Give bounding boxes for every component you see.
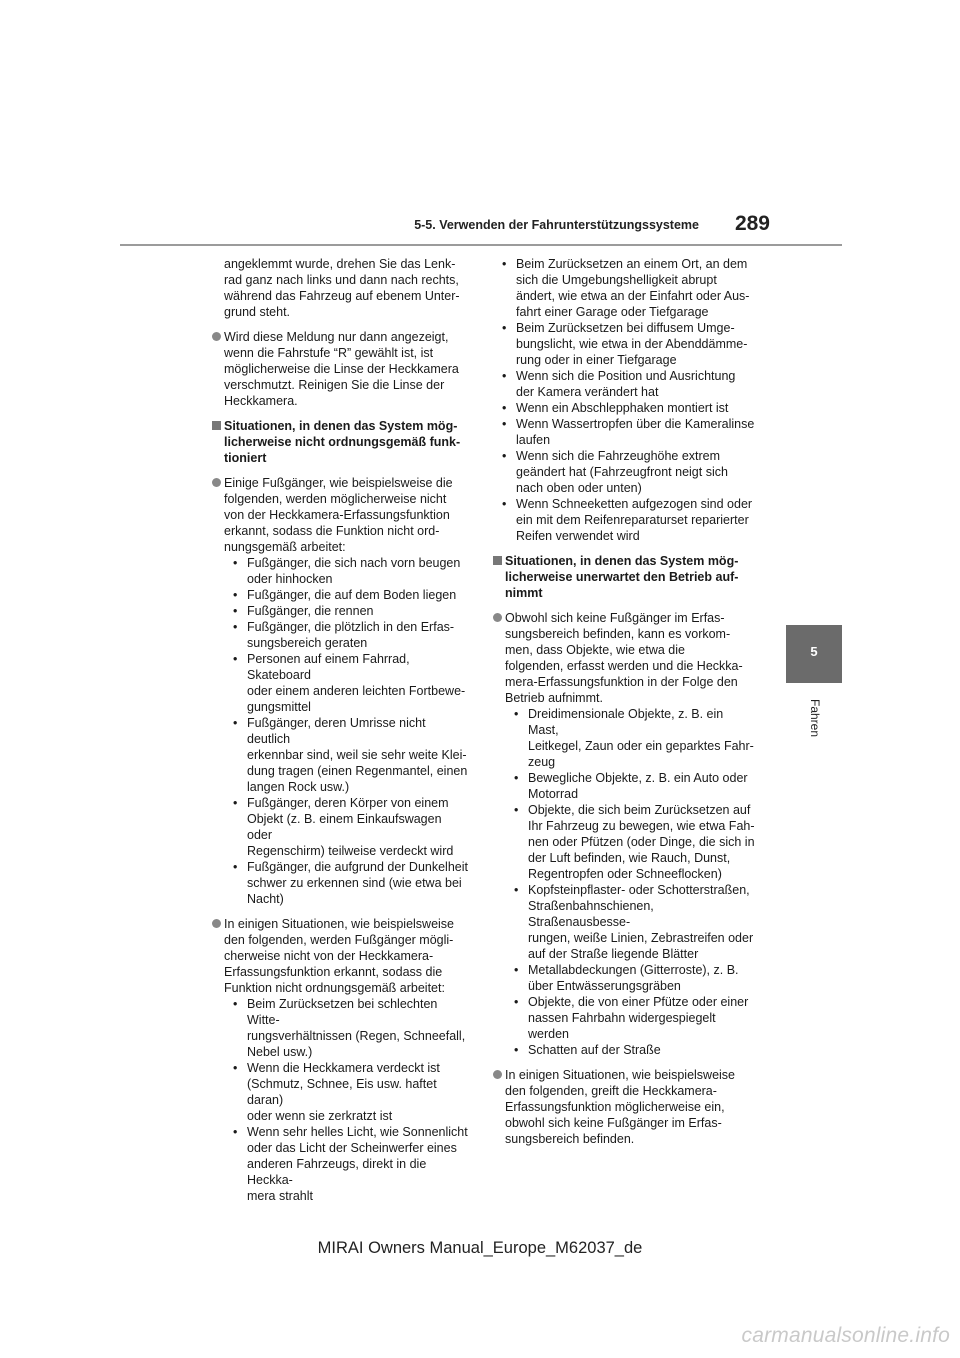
list-item: • Wenn sich die Fahrzeughöhe extrem geändert hat (Fahrzeugfront neigt sich nach oben oder unten) (502, 449, 728, 495)
list-item: • Metallabdeckungen (Gitterroste), z. B. über Entwässerungsgräben (514, 963, 739, 993)
bullet-circle-icon (212, 919, 221, 928)
list-item-text: Dreidimensionale Objekte, z. B. ein Mast, Leitkegel, Zaun oder ein geparktes Fahr- zeug (528, 707, 754, 769)
list-item-text: Personen auf einem Fahrrad, Skateboard oder einem anderen leichten Fortbewe- gungsmittel (247, 652, 466, 714)
bullet-item (212, 916, 470, 1204)
footer-doc-id: MIRAI Owners Manual_Europe_M62037_de (317, 1239, 643, 1257)
left-column (212, 256, 470, 1213)
right-column (493, 256, 756, 1156)
list-item-text: Fußgänger, deren Umrisse nicht deutlich erkennbar sind, weil sie sehr weite Klei- dung tragen (einen Regenmantel, einen langen Rock usw.) (247, 716, 468, 794)
list-item-text: Beim Zurücksetzen bei schlechten Witte- rungsverhältnissen (Regen, Schneefall, Nebel usw.) (247, 997, 466, 1059)
bullet-circle-icon (212, 332, 221, 341)
list-item: • Fußgänger, die rennen (233, 604, 374, 618)
list-item: • Fußgänger, deren Umrisse nicht deutlich erkennbar sind, weil sie sehr weite Klei- dung tragen (einen Regenmantel, einen langen Rock usw.) (233, 716, 468, 794)
list-item: • Wenn die Heckkamera verdeckt ist (Schmutz, Schnee, Eis usw. haftet daran) oder wenn sie zerkratzt ist (233, 1061, 440, 1123)
square-marker-icon (212, 421, 221, 430)
list-item: • Beim Zurücksetzen bei schlechten Witte- rungsverhältnissen (Regen, Schneefall, Nebel usw.) (233, 997, 466, 1059)
chapter-number: 5 (810, 644, 818, 659)
list-item: • Wenn ein Abschlepphaken montiert ist (502, 401, 729, 415)
bullet-circle-icon (493, 613, 502, 622)
dot-list (505, 706, 756, 1058)
chapter-label: Fahren (808, 698, 822, 738)
list-item: • Wenn sehr helles Licht, wie Sonnenlicht oder das Licht der Scheinwerfer eines anderen Fahrzeugs, direkt in die Heckka- mera strahlt (233, 1125, 468, 1203)
list-item-text: Fußgänger, die aufgrund der Dunkelheit schwer zu erkennen sind (wie etwa bei Nacht) (247, 860, 468, 906)
list-item-text: Objekte, die sich beim Zurücksetzen auf Ihr Fahrzeug zu bewegen, wie etwa Fah- nen oder Pfützen (oder Dinge, die sich in der Luft befinden, wie Rauch, Dunst, Regentropfen oder Schneeflocken) (528, 803, 755, 881)
square-marker-icon (493, 556, 502, 565)
list-item: • Wenn Wassertropfen über die Kameralinse laufen (502, 417, 755, 447)
list-item-text: Wenn sich die Fahrzeughöhe extrem geändert hat (Fahrzeugfront neigt sich nach oben oder unten) (516, 449, 728, 495)
watermark (0, 1324, 960, 1348)
bullet-item (212, 475, 470, 907)
list-item: • Fußgänger, die aufgrund der Dunkelheit schwer zu erkennen sind (wie etwa bei Nacht) (233, 860, 468, 906)
list-item-text: Fußgänger, die auf dem Boden liegen (247, 588, 457, 602)
paragraph-text: angeklemmt wurde, drehen Sie das Lenk- rad ganz nach links und dann nach rechts, während das Fahrzeug auf ebenem Unter- grund steht. (224, 257, 460, 319)
list-item-text: Metallabdeckungen (Gitterroste), z. B. über Entwässerungsgräben (528, 963, 739, 993)
list-item-text: Wenn die Heckkamera verdeckt ist (Schmutz, Schnee, Eis usw. haftet daran) oder wenn sie zerkratzt ist (247, 1061, 440, 1123)
list-item: • Bewegliche Objekte, z. B. ein Auto oder Motorrad (514, 771, 748, 801)
list-item-text: Beim Zurücksetzen an einem Ort, an dem sich die Umgebungshelligkeit abrupt ändert, wie etwa an der Einfahrt oder Aus- fahrt einer Garage oder Tiefgarage (516, 257, 750, 319)
list-item-text: Fußgänger, die plötzlich in den Erfas- sungsbereich geraten (247, 620, 455, 650)
bullet-text: In einigen Situationen, wie beispielsweise den folgenden, greift die Heckkamera- Erfassungsfunktion möglicherweise ein, obwohl sich keine Fußgänger im Erfas- sungsbereich befinden. (505, 1068, 736, 1146)
subheading-text: Situationen, in denen das System mög- licherweise nicht ordnungsgemäß funk- tioniert (224, 419, 461, 465)
subheading (212, 418, 470, 466)
list-item-text: Wenn sehr helles Licht, wie Sonnenlicht oder das Licht der Scheinwerfer eines anderen Fahrzeugs, direkt in die Heckka- mera strahlt (247, 1125, 468, 1203)
list-item: • Personen auf einem Fahrrad, Skateboard oder einem anderen leichten Fortbewe- gungsmittel (233, 652, 466, 714)
bullet-circle-icon (493, 1070, 502, 1079)
subheading (493, 553, 756, 601)
list-item: • Beim Zurücksetzen bei diffusem Umge- bungslicht, wie etwa in der Abenddämme- rung oder in einer Tiefgarage (502, 321, 748, 367)
list-item-text: Wenn Schneeketten aufgezogen sind oder ein mit dem Reifenreparaturset reparierter Reifen verwendet wird (516, 497, 753, 543)
watermark-text: carmanualsonline.info (741, 1324, 950, 1347)
list-item-text: Bewegliche Objekte, z. B. ein Auto oder Motorrad (528, 771, 748, 801)
list-item-text: Kopfsteinpflaster- oder Schotterstraßen, Straßenbahnschienen, Straßenausbesse- rungen, weiße Linien, Zebrastreifen oder auf der Straße liegende Blätter (528, 883, 754, 961)
list-item: • Kopfsteinpflaster- oder Schotterstraßen, Straßenbahnschienen, Straßenausbesse- rungen, weiße Linien, Zebrastreifen oder auf der Straße liegende Blätter (514, 883, 754, 961)
list-item-text: Fußgänger, die sich nach vorn beugen oder hinhocken (247, 556, 461, 586)
list-item-text: Beim Zurücksetzen bei diffusem Umge- bungslicht, wie etwa in der Abenddämme- rung oder in einer Tiefgarage (516, 321, 748, 367)
dot-list (224, 555, 470, 907)
paragraph (212, 256, 470, 320)
list-item: • Fußgänger, die sich nach vorn beugen oder hinhocken (233, 556, 461, 586)
bullet-text: Wird diese Meldung nur dann angezeigt, wenn die Fahrstufe “R” gewählt ist, ist möglicherweise die Linse der Heckkamera verschmutzt. Reinigen Sie die Linse der Heckkamera. (224, 330, 459, 408)
page-number: 289 (734, 212, 770, 235)
list-item: • Dreidimensionale Objekte, z. B. ein Mast, Leitkegel, Zaun oder ein geparktes Fahr- zeug (514, 707, 754, 769)
dot-list (493, 256, 756, 544)
list-item: • Schatten auf der Straße (514, 1043, 661, 1057)
bullet-text: Einige Fußgänger, wie beispielsweise die folgenden, werden möglicherweise nicht von der Heckkamera-Erfassungsfunktion erkannt, sodass die Funktion nicht ord- nungsgemäß arbeitet: (224, 476, 453, 554)
bullet-text: In einigen Situationen, wie beispielsweise den folgenden, werden Fußgänger mögli- cherweise nicht von der Heckkamera- Erfassungsfunktion erkannt, sodass die Funktion nicht ordnungsgemäß arbeitet: (224, 917, 455, 995)
list-item: • Wenn sich die Position und Ausrichtung der Kamera verändert hat (502, 369, 736, 399)
list-item: • Fußgänger, deren Körper von einem Objekt (z. B. einem Einkaufswagen oder Regenschirm) teilweise verdeckt wird (233, 796, 454, 858)
section-title: 5-5. Verwenden der Fahrunterstützungssysteme (414, 218, 699, 232)
list-item: • Fußgänger, die plötzlich in den Erfas- sungsbereich geraten (233, 620, 455, 650)
list-item-text: Fußgänger, die rennen (247, 604, 374, 618)
subheading-text: Situationen, in denen das System mög- licherweise unerwartet den Betrieb auf- nimmt (505, 554, 739, 600)
header-divider (120, 244, 842, 246)
bullet-item (493, 1067, 756, 1147)
list-item-text: Schatten auf der Straße (528, 1043, 661, 1057)
list-item: • Beim Zurücksetzen an einem Ort, an dem sich die Umgebungshelligkeit abrupt ändert, wie etwa an der Einfahrt oder Aus- fahrt einer Garage oder Tiefgarage (502, 257, 750, 319)
bullet-item (212, 329, 470, 409)
list-item: • Objekte, die sich beim Zurücksetzen auf Ihr Fahrzeug zu bewegen, wie etwa Fah- nen oder Pfützen (oder Dinge, die sich in der Luft befinden, wie Rauch, Dunst, Regentropfen oder Schneeflocken) (514, 803, 755, 881)
bullet-circle-icon (212, 478, 221, 487)
dot-list (224, 996, 470, 1204)
bullet-text: Obwohl sich keine Fußgänger im Erfas- sungsbereich befinden, kann es vorkom- men, dass Objekte, wie etwa die folgenden, erfasst werden und die Heckka- mera-Erfassungsfunktion in der Folge den Betrieb aufnimmt. (505, 611, 743, 705)
list-item-text: Wenn Wassertropfen über die Kameralinse laufen (516, 417, 755, 447)
list-item: • Fußgänger, die auf dem Boden liegen (233, 588, 457, 602)
list-item-text: Wenn ein Abschlepphaken montiert ist (516, 401, 729, 415)
list-item-text: Fußgänger, deren Körper von einem Objekt (z. B. einem Einkaufswagen oder Regenschirm) teilweise verdeckt wird (247, 796, 454, 858)
bullet-item (493, 610, 756, 1058)
list-item-text: Objekte, die von einer Pfütze oder einer nassen Fahrbahn widergespiegelt werden (528, 995, 749, 1041)
list-item-text: Wenn sich die Position und Ausrichtung der Kamera verändert hat (516, 369, 736, 399)
list-item: • Wenn Schneeketten aufgezogen sind oder ein mit dem Reifenreparaturset reparierter Reifen verwendet wird (502, 497, 753, 543)
list-item: • Objekte, die von einer Pfütze oder einer nassen Fahrbahn widergespiegelt werden (514, 995, 749, 1041)
